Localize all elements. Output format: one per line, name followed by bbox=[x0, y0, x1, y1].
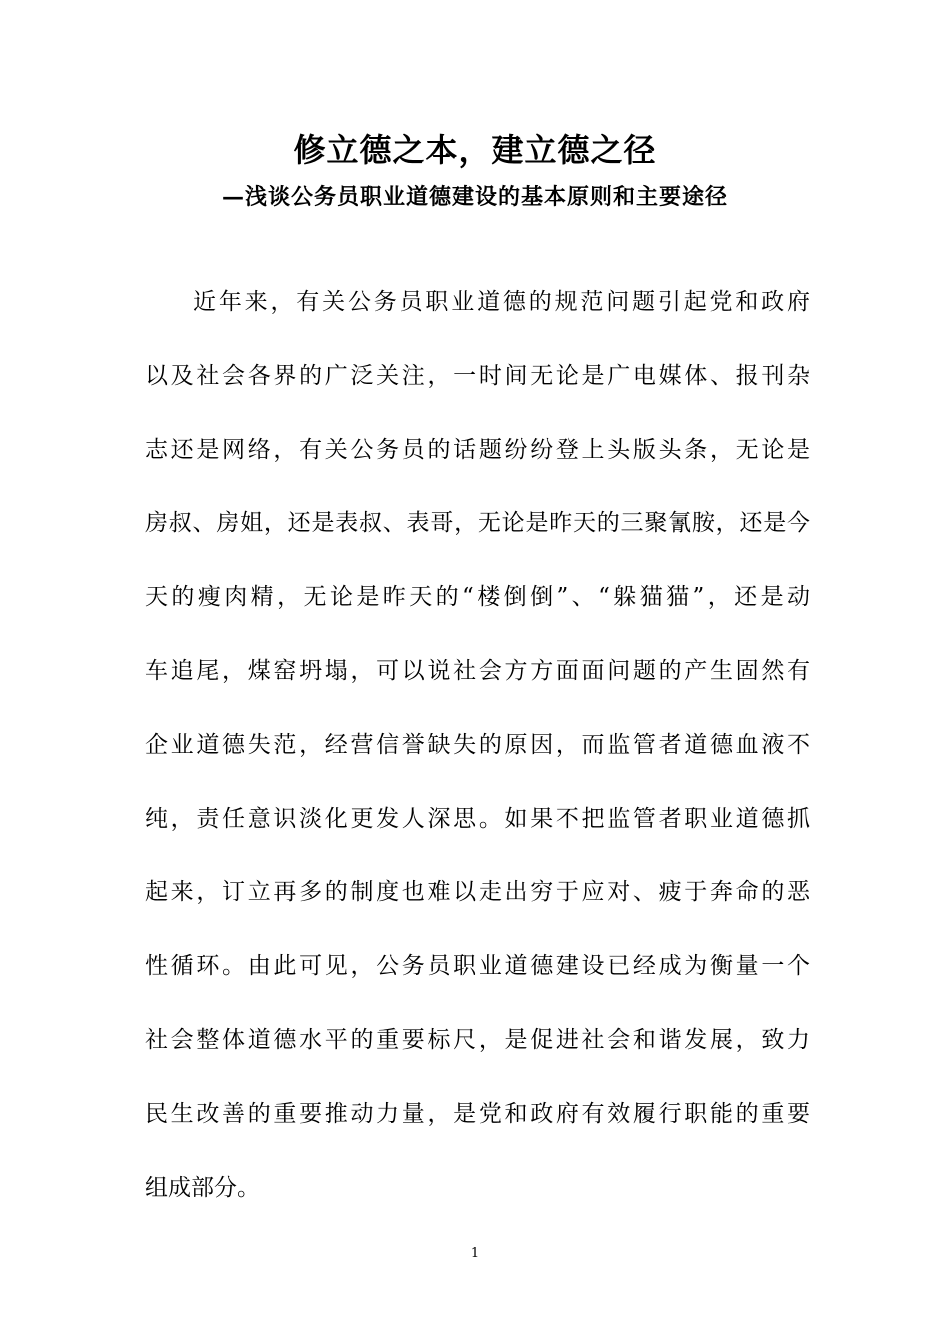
paragraph-line: 志还是网络，有关公务员的话题纷纷登上头版头条，无论是 bbox=[145, 436, 810, 463]
paragraph-line: 房叔、房姐，还是表叔、表哥，无论是昨天的三聚氰胺，还是今 bbox=[145, 510, 810, 537]
paragraph-line: 性循环。由此可见，公务员职业道德建设已经成为衡量一个 bbox=[145, 953, 810, 980]
paragraph-line: 民生改善的重要推动力量，是党和政府有效履行职能的重要 bbox=[145, 1100, 810, 1127]
paragraph-line: 天的瘦肉精，无论是昨天的“楼倒倒”、“躲猫猫”，还是动 bbox=[145, 584, 810, 611]
paragraph-line: 以及社会各界的广泛关注，一时间无论是广电媒体、报刊杂 bbox=[145, 362, 810, 389]
paragraph-line: 纯，责任意识淡化更发人深思。如果不把监管者职业道德抓 bbox=[145, 805, 810, 832]
page-number: 1 bbox=[470, 1246, 480, 1261]
document-subtitle: —浅谈公务员职业道德建设的基本原则和主要途径 bbox=[221, 184, 728, 210]
paragraph-line: 企业道德失范，经营信誉缺失的原因，而监管者道德血液不 bbox=[145, 731, 810, 758]
document-title: 修立德之本，建立德之径 bbox=[293, 131, 657, 169]
paragraph-line: 近年来，有关公务员职业道德的规范问题引起党和政府 bbox=[193, 289, 810, 315]
body-paragraph bbox=[145, 280, 810, 1239]
paragraph-line: 起来，订立再多的制度也难以走出穷于应对、疲于奔命的恶 bbox=[145, 879, 810, 906]
paragraph-line: 社会整体道德水平的重要标尺，是促进社会和谐发展，致力 bbox=[145, 1026, 810, 1053]
paragraph-line: 组成部分。 bbox=[145, 1174, 260, 1201]
paragraph-line: 车追尾，煤窑坍塌，可以说社会方方面面问题的产生固然有 bbox=[145, 657, 810, 684]
